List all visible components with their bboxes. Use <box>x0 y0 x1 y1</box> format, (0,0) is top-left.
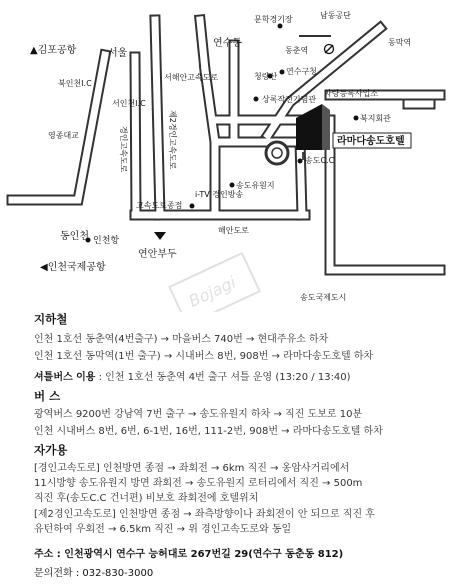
label-bukji: 북지회관 <box>360 114 391 123</box>
subway-station-icon <box>325 45 334 54</box>
label-yeonan: 연안부두 <box>138 249 177 260</box>
label-yeongjong: 영종대교 <box>48 131 79 140</box>
bus-title: 버 스 <box>34 389 61 403</box>
label-songdo-intl: 송도국제도시 <box>300 293 347 302</box>
car-line-3: 직진 후(송도C.C 건너편) 비보호 좌회전에 호텔위치 <box>34 493 259 504</box>
car-line-2: 11시방향 송도유원지 방면 좌회전 → 송도유원지 로터리에서 직진 → 500m <box>34 478 363 489</box>
label-haean: 해안도로 <box>218 226 249 235</box>
car-line-1: [경인고속도로] 인천방면 종점 → 좌회전 → 6km 직진 → 옹암사거리에서 <box>34 463 350 474</box>
label-cheongryang: 청량산 <box>254 72 278 81</box>
label-itv: i-TV 경인방송 <box>195 190 244 199</box>
shuttle-title: 셔틀버스 이용 <box>34 372 96 383</box>
watermark <box>169 253 259 312</box>
shuttle-text: : 인천 1호선 동춘역 4번 출구 셔틀 운영 (13:20 / 13:40) <box>95 372 351 383</box>
label-sangrok: 상록작전기념관 <box>262 95 317 104</box>
bus-line-1: 광역버스 9200번 강남역 7번 출구 → 송도유원지 하차 → 직진 도보로 10분 <box>34 409 363 420</box>
address: 주소 : 인천광역시 연수구 능허대로 267번길 29(연수구 동춘동 812) <box>34 549 344 560</box>
label-yeonsu-office: 연수구청 <box>286 67 317 76</box>
subway-line-2: 인천 1호선 동막역(1번 출구) → 시내버스 8번, 908번 → 라마다송도호텔 하차 <box>34 351 374 362</box>
label-seohaean: 서해안고속도로 <box>164 73 219 82</box>
car-line-4: [제2경인고속도로] 인천방면 종점 → 좌측방향이나 좌회전이 안 되므로 직진 후 <box>34 509 375 520</box>
label-namdong: 남동공단 <box>320 11 351 20</box>
label-vehicle-office: 차량등록사업소 <box>324 89 379 98</box>
label-dongmak: 동막역 <box>388 38 412 47</box>
label-seoincheon: 서인천I.C <box>112 99 146 108</box>
car-line-5: 유턴하여 우회전 → 6.5km 직진 → 위 경인고속도로와 동일 <box>34 524 292 535</box>
bus-line-2: 인천 시내버스 8번, 6번, 6-1번, 16번, 111-2번, 908번 → 라마다송도호텔 하차 <box>34 426 383 437</box>
shuttle-row <box>34 368 351 383</box>
label-yeonsu-dong: 연수동 <box>213 38 242 49</box>
phone: 문의전화 : 032-830-3000 <box>34 568 154 579</box>
svg-text:Bojagi: Bojagi <box>185 272 239 311</box>
label-dongincheon: 동인천 <box>60 231 89 242</box>
yeonan-arrow-icon <box>154 232 166 240</box>
label-munhak: 문학경기장 <box>254 15 293 24</box>
hotel-label: 라마다송도호텔 <box>337 136 405 147</box>
label-gimpo: ▲김포공항 <box>30 45 77 56</box>
label-songdo-resort: 송도유원지 <box>236 181 275 190</box>
label-intl-airport: ◀인천국제공항 <box>40 262 106 273</box>
subway-title: 지하철 <box>34 312 68 326</box>
label-songdo-cc: 송도C.C <box>305 156 335 165</box>
car-title: 자가용 <box>34 443 68 457</box>
label-seoul: 서울 <box>108 48 128 59</box>
subway-line-1: 인천 1호선 동춘역(4번출구) → 마을버스 740번 → 현대주유소 하차 <box>34 334 329 345</box>
label-bukincheon: 북인천I.C <box>58 79 92 88</box>
label-gyeongin2: 제2경인고속도로 <box>168 110 177 170</box>
label-exp-end: 고속도로종점 <box>136 201 183 210</box>
label-gyeongin-exp: 경인고속도로 <box>119 126 128 173</box>
label-incheon-port: 인천항 <box>93 236 120 246</box>
label-dongchun: 동춘역 <box>285 46 309 55</box>
